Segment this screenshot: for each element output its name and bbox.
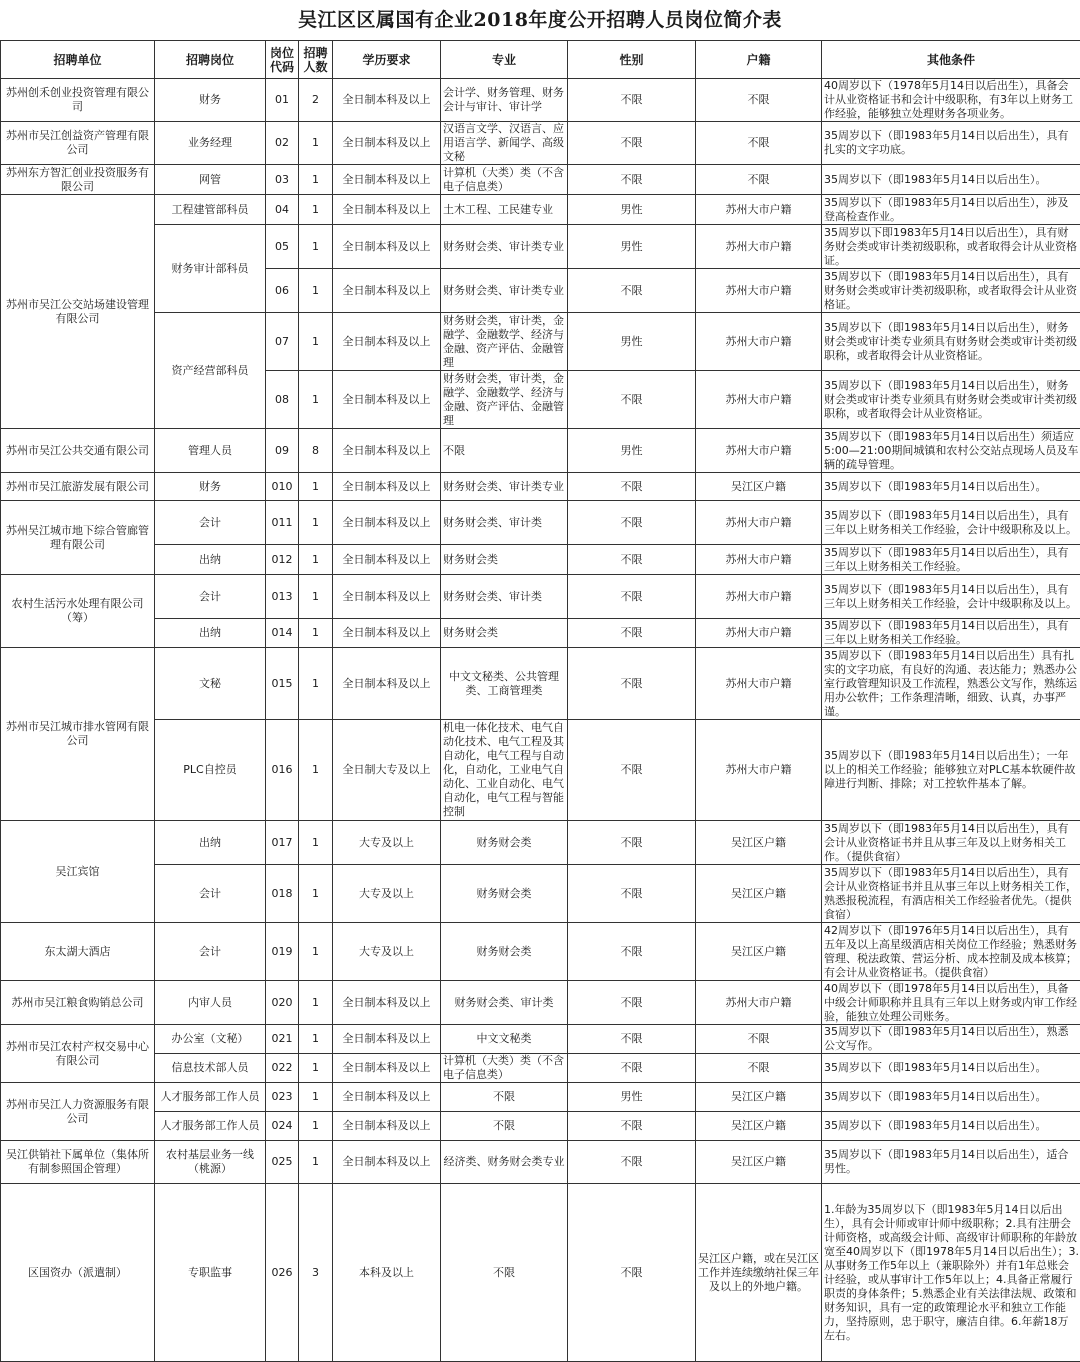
- major-cell: 财务财会类、审计类: [441, 981, 568, 1025]
- edu-cell: 大专及以上: [333, 923, 441, 981]
- other-cell: 35周岁以下（即1983年5月14日以后出生）；一年以上的相关工作经验；能够独立对PLC基本软硬件故障进行判断、排除；对工控软件基本了解。: [822, 720, 1080, 821]
- major-cell: 财务财会类、审计类专业: [441, 269, 568, 313]
- code-cell: 05: [266, 225, 299, 269]
- code-cell: 011: [266, 501, 299, 545]
- count-cell: 1: [299, 1054, 333, 1083]
- edu-cell: 全日制本科及以上: [333, 473, 441, 501]
- gender-cell: 不限: [568, 865, 696, 923]
- edu-cell: 全日制本科及以上: [333, 981, 441, 1025]
- unit-cell: 吴江供销社下属单位（集体所有制参照国企管理）: [1, 1141, 155, 1184]
- table-row: [1, 165, 1080, 195]
- major-cell: 中文文秘类: [441, 1025, 568, 1054]
- post-cell: 专职监事: [155, 1184, 266, 1362]
- gender-cell: 不限: [568, 981, 696, 1025]
- major-cell: 财务财会类、审计类: [441, 575, 568, 619]
- code-cell: 025: [266, 1141, 299, 1184]
- edu-cell: 全日制本科及以上: [333, 313, 441, 371]
- gender-cell: 不限: [568, 619, 696, 648]
- major-cell: 经济类、财务财会类专业: [441, 1141, 568, 1184]
- post-cell: 会计: [155, 923, 266, 981]
- code-cell: 021: [266, 1025, 299, 1054]
- other-cell: 35周岁以下（即1983年5月14日以后出生）。: [822, 165, 1080, 195]
- edu-cell: 全日制本科及以上: [333, 79, 441, 122]
- code-cell: 024: [266, 1112, 299, 1141]
- header-other: 其他条件: [822, 41, 1080, 79]
- edu-cell: 全日制本科及以上: [333, 269, 441, 313]
- hukou-cell: 吴江区户籍: [696, 1141, 822, 1184]
- major-cell: 财务财会类、审计类专业: [441, 473, 568, 501]
- gender-cell: 不限: [568, 79, 696, 122]
- table-row: [1, 1184, 1080, 1362]
- hukou-cell: 不限: [696, 122, 822, 165]
- post-cell: 办公室（文秘）: [155, 1025, 266, 1054]
- other-cell: 35周岁以下（即1983年5月14日以后出生），具有扎实的文字功底。: [822, 122, 1080, 165]
- other-cell: 35周岁以下（即1983年5月14日以后出生）。: [822, 473, 1080, 501]
- post-cell: 财务: [155, 473, 266, 501]
- edu-cell: 全日制大专及以上: [333, 720, 441, 821]
- edu-cell: 全日制本科及以上: [333, 575, 441, 619]
- hukou-cell: 苏州大市户籍: [696, 269, 822, 313]
- edu-cell: 大专及以上: [333, 821, 441, 865]
- post-cell: 人才服务部工作人员: [155, 1112, 266, 1141]
- count-cell: 8: [299, 429, 333, 473]
- unit-cell: 苏州市吴江城市排水管网有限公司: [1, 648, 155, 821]
- count-cell: 1: [299, 1141, 333, 1184]
- count-cell: 1: [299, 195, 333, 225]
- header-hukou: 户籍: [696, 41, 822, 79]
- count-cell: 1: [299, 821, 333, 865]
- unit-cell: 苏州市吴江公交站场建设管理有限公司: [1, 195, 155, 429]
- major-cell: 土木工程、工民建专业: [441, 195, 568, 225]
- major-cell: 财务财会类: [441, 619, 568, 648]
- edu-cell: 全日制本科及以上: [333, 545, 441, 575]
- major-cell: 财务财会类，审计类，金融学、金融数学、经济与金融、资产评估、金融管理: [441, 371, 568, 429]
- gender-cell: 不限: [568, 648, 696, 720]
- post-cell: 会计: [155, 575, 266, 619]
- other-cell: 40周岁以下（即1978年5月14日以后出生），具备中级会计师职称并且具有三年以上财务或内审工作经验，能独立处理公司账务。: [822, 981, 1080, 1025]
- hukou-cell: 吴江区户籍: [696, 865, 822, 923]
- unit-cell: 区国资办（派遣制）: [1, 1184, 155, 1362]
- header-unit: 招聘单位: [1, 41, 155, 79]
- edu-cell: 全日制本科及以上: [333, 1054, 441, 1083]
- edu-cell: 全日制本科及以上: [333, 619, 441, 648]
- hukou-cell: 苏州大市户籍: [696, 313, 822, 371]
- table-row: [1, 429, 1080, 473]
- code-cell: 015: [266, 648, 299, 720]
- table-row: [1, 619, 1080, 648]
- hukou-cell: 苏州大市户籍: [696, 981, 822, 1025]
- other-cell: 35周岁以下（即1983年5月14日以后出生），具有三年以上财务相关工作经验，会计中级职称及以上。: [822, 501, 1080, 545]
- unit-cell: 苏州市吴江农村产权交易中心有限公司: [1, 1025, 155, 1083]
- post-cell: 出纳: [155, 619, 266, 648]
- count-cell: 1: [299, 371, 333, 429]
- gender-cell: 不限: [568, 165, 696, 195]
- other-cell: 35周岁以下（即1983年5月14日以后出生），涉及登高检查作业。: [822, 195, 1080, 225]
- hukou-cell: 吴江区户籍: [696, 821, 822, 865]
- table-row: [1, 981, 1080, 1025]
- table-row: [1, 79, 1080, 122]
- hukou-cell: 苏州大市户籍: [696, 720, 822, 821]
- hukou-cell: 苏州大市户籍: [696, 225, 822, 269]
- post-cell: 管理人员: [155, 429, 266, 473]
- hukou-cell: 吴江区户籍: [696, 1083, 822, 1112]
- edu-cell: 全日制本科及以上: [333, 371, 441, 429]
- major-cell: 财务财会类: [441, 545, 568, 575]
- code-cell: 016: [266, 720, 299, 821]
- table-row: [1, 122, 1080, 165]
- major-cell: 不限: [441, 1083, 568, 1112]
- major-cell: 计算机（大类）类（不含电子信息类）: [441, 1054, 568, 1083]
- other-cell: 35周岁以下（即1983年5月14日以后出生）须适应5:00—21:00期间城镇和农村公交站点现场人员及车辆的疏导管理。: [822, 429, 1080, 473]
- table-row: [1, 821, 1080, 865]
- major-cell: 财务财会类，审计类，金融学、金融数学、经济与金融、资产评估、金融管理: [441, 313, 568, 371]
- gender-cell: 男性: [568, 313, 696, 371]
- gender-cell: 不限: [568, 1112, 696, 1141]
- hukou-cell: 不限: [696, 1025, 822, 1054]
- count-cell: 1: [299, 865, 333, 923]
- post-cell: 内审人员: [155, 981, 266, 1025]
- code-cell: 06: [266, 269, 299, 313]
- code-cell: 018: [266, 865, 299, 923]
- header-major: 专业: [441, 41, 568, 79]
- code-cell: 017: [266, 821, 299, 865]
- major-cell: 汉语言文学、汉语言、应用语言学、新闻学、高级文秘: [441, 122, 568, 165]
- header-code: 岗位代码: [266, 41, 299, 79]
- edu-cell: 全日制本科及以上: [333, 122, 441, 165]
- other-cell: 35周岁以下（即1983年5月14日以后出生）。: [822, 1112, 1080, 1141]
- table-row: [1, 1054, 1080, 1083]
- post-cell: 信息技术部人员: [155, 1054, 266, 1083]
- count-cell: 1: [299, 1025, 333, 1054]
- hukou-cell: 苏州大市户籍: [696, 195, 822, 225]
- gender-cell: 不限: [568, 473, 696, 501]
- gender-cell: 不限: [568, 1184, 696, 1362]
- post-cell: 会计: [155, 865, 266, 923]
- gender-cell: 不限: [568, 1054, 696, 1083]
- gender-cell: 不限: [568, 269, 696, 313]
- code-cell: 013: [266, 575, 299, 619]
- other-cell: 35周岁以下（即1983年5月14日以后出生）。: [822, 1054, 1080, 1083]
- count-cell: 1: [299, 648, 333, 720]
- hukou-cell: 不限: [696, 79, 822, 122]
- gender-cell: 不限: [568, 923, 696, 981]
- code-cell: 026: [266, 1184, 299, 1362]
- table-row: [1, 195, 1080, 225]
- major-cell: 中文文秘类、公共管理类、工商管理类: [441, 648, 568, 720]
- major-cell: 财务财会类、审计类专业: [441, 225, 568, 269]
- count-cell: 1: [299, 981, 333, 1025]
- code-cell: 020: [266, 981, 299, 1025]
- count-cell: 1: [299, 122, 333, 165]
- other-cell: 35周岁以下（即1983年5月14日以后出生），适合男性。: [822, 1141, 1080, 1184]
- other-cell: 35周岁以下（即1983年5月14日以后出生）。: [822, 1083, 1080, 1112]
- hukou-cell: 不限: [696, 165, 822, 195]
- count-cell: 2: [299, 79, 333, 122]
- unit-cell: 苏州市吴江创益资产管理有限公司: [1, 122, 155, 165]
- unit-cell: 苏州吴江城市地下综合管廊管理有限公司: [1, 501, 155, 575]
- code-cell: 03: [266, 165, 299, 195]
- post-cell: 工程建管部科员: [155, 195, 266, 225]
- hukou-cell: 苏州大市户籍: [696, 545, 822, 575]
- hukou-cell: 苏州大市户籍: [696, 575, 822, 619]
- other-cell: 35周岁以下（即1983年5月14日以后出生），财务财会类或审计类专业须具有财务财会类或审计类初级职称，或者取得会计从业资格证。: [822, 371, 1080, 429]
- count-cell: 1: [299, 923, 333, 981]
- code-cell: 022: [266, 1054, 299, 1083]
- unit-cell: 东太湖大酒店: [1, 923, 155, 981]
- major-cell: 计算机（大类）类（不含电子信息类）: [441, 165, 568, 195]
- post-cell: 人才服务部工作人员: [155, 1083, 266, 1112]
- code-cell: 012: [266, 545, 299, 575]
- other-cell: 35周岁以下（即1983年5月14日以后出生），具有三年以上财务相关工作经验。: [822, 545, 1080, 575]
- table-row: [1, 1083, 1080, 1112]
- major-cell: 财务财会类、审计类: [441, 501, 568, 545]
- major-cell: 机电一体化技术、电气自动化技术、电气工程及其自动化，电气工程与自动化，自动化，工业电气自动化、工业自动化、电气自动化，电气工程与智能控制: [441, 720, 568, 821]
- unit-cell: 苏州市吴江旅游发展有限公司: [1, 473, 155, 501]
- other-cell: 35周岁以下（即1983年5月14日以后出生），具有会计从业资格证书并且从事三年及以上财务相关工作。（提供食宿）: [822, 821, 1080, 865]
- table-row: [1, 575, 1080, 619]
- table-row: [1, 473, 1080, 501]
- other-cell: 40周岁以下（1978年5月14日以后出生），具备会计从业资格证书和会计中级职称，有3年以上财务工作经验，能够独立处理财务各项业务。: [822, 79, 1080, 122]
- code-cell: 08: [266, 371, 299, 429]
- code-cell: 02: [266, 122, 299, 165]
- other-cell: 35周岁以下即1983年5月14日以后出生），具有财务财会类或审计类初级职称，或者取得会计从业资格证。: [822, 225, 1080, 269]
- code-cell: 010: [266, 473, 299, 501]
- major-cell: 会计学、财务管理、财务会计与审计、审计学: [441, 79, 568, 122]
- hukou-cell: 吴江区户籍，或在吴江区工作并连续缴纳社保三年及以上的外地户籍。: [696, 1184, 822, 1362]
- code-cell: 07: [266, 313, 299, 371]
- header-post: 招聘岗位: [155, 41, 266, 79]
- hukou-cell: 苏州大市户籍: [696, 619, 822, 648]
- count-cell: 1: [299, 575, 333, 619]
- other-cell: 35周岁以下（即1983年5月14日以后出生）具有扎实的文字功底，有良好的沟通、表达能力；熟悉办公室行政管理知识及工作流程，熟悉公文写作，熟练运用办公软件；工作条理清晰，细致、认真，办事严谨。: [822, 648, 1080, 720]
- header-edu: 学历要求: [333, 41, 441, 79]
- table-row: [1, 313, 1080, 371]
- edu-cell: 全日制本科及以上: [333, 1083, 441, 1112]
- table-row: [1, 225, 1080, 269]
- code-cell: 01: [266, 79, 299, 122]
- table-row: [1, 501, 1080, 545]
- recruitment-table: [0, 40, 1080, 1362]
- gender-cell: 不限: [568, 501, 696, 545]
- code-cell: 04: [266, 195, 299, 225]
- other-cell: 35周岁以下（即1983年5月14日以后出生），具有财务财会类或审计类初级职称，或者取得会计从业资格证。: [822, 269, 1080, 313]
- count-cell: 1: [299, 165, 333, 195]
- unit-cell: 苏州市吴江粮食购销总公司: [1, 981, 155, 1025]
- hukou-cell: 苏州大市户籍: [696, 371, 822, 429]
- edu-cell: 全日制本科及以上: [333, 165, 441, 195]
- count-cell: 1: [299, 225, 333, 269]
- gender-cell: 不限: [568, 1141, 696, 1184]
- other-cell: 1.年龄为35周岁以下（即1983年5月14日以后出生），具有会计师或审计师中级职称；2.具有注册会计师资格，或高级会计师、高级审计师职称的年龄放宽至40周岁以下（即1978年5月14日以后出生）；3.从事财务工作5年以上（兼职除外）并有1年总账会计经验，或从事审计工作5年以上；4.具备正常履行职责的身体条件；5.熟悉企业有关法律法规、政策和财务知识，具有一定的政策理论水平和独立工作能力，坚持原则，忠于职守，廉洁自律。6.年薪18万左右。: [822, 1184, 1080, 1362]
- count-cell: 1: [299, 545, 333, 575]
- hukou-cell: 苏州大市户籍: [696, 501, 822, 545]
- post-cell: 农村基层业务一线（桃源）: [155, 1141, 266, 1184]
- edu-cell: 全日制本科及以上: [333, 429, 441, 473]
- post-cell: 财务审计部科员: [155, 225, 266, 313]
- table-row: [1, 648, 1080, 720]
- gender-cell: 不限: [568, 1025, 696, 1054]
- table-row: [1, 865, 1080, 923]
- edu-cell: 全日制本科及以上: [333, 1112, 441, 1141]
- count-cell: 1: [299, 473, 333, 501]
- header-gender: 性别: [568, 41, 696, 79]
- hukou-cell: 吴江区户籍: [696, 923, 822, 981]
- count-cell: 1: [299, 1112, 333, 1141]
- edu-cell: 全日制本科及以上: [333, 1141, 441, 1184]
- count-cell: 1: [299, 269, 333, 313]
- other-cell: 35周岁以下（即1983年5月14日以后出生），具有三年以上财务相关工作经验，会计中级职称及以上。: [822, 575, 1080, 619]
- unit-cell: 苏州市吴江人力资源服务有限公司: [1, 1083, 155, 1141]
- major-cell: 财务财会类: [441, 865, 568, 923]
- header-count: 招聘人数: [299, 41, 333, 79]
- other-cell: 42周岁以下（即1976年5月14日以后出生），具有五年及以上高星级酒店相关岗位工作经验；熟悉财务管理、税法政策、营运分析、成本控制及成本核算；有会计从业资格证书。（提供食宿）: [822, 923, 1080, 981]
- hukou-cell: 吴江区户籍: [696, 1112, 822, 1141]
- gender-cell: 男性: [568, 1083, 696, 1112]
- table-row: [1, 923, 1080, 981]
- post-cell: 文秘: [155, 648, 266, 720]
- post-cell: 出纳: [155, 545, 266, 575]
- post-cell: 会计: [155, 501, 266, 545]
- unit-cell: 苏州东方智汇创业投资服务有限公司: [1, 165, 155, 195]
- edu-cell: 全日制本科及以上: [333, 501, 441, 545]
- code-cell: 014: [266, 619, 299, 648]
- edu-cell: 全日制本科及以上: [333, 648, 441, 720]
- edu-cell: 全日制本科及以上: [333, 195, 441, 225]
- count-cell: 3: [299, 1184, 333, 1362]
- post-cell: 网管: [155, 165, 266, 195]
- table-row: [1, 1025, 1080, 1054]
- post-cell: 财务: [155, 79, 266, 122]
- code-cell: 023: [266, 1083, 299, 1112]
- count-cell: 1: [299, 619, 333, 648]
- gender-cell: 男性: [568, 225, 696, 269]
- major-cell: 不限: [441, 1184, 568, 1362]
- code-cell: 09: [266, 429, 299, 473]
- major-cell: 不限: [441, 429, 568, 473]
- gender-cell: 男性: [568, 195, 696, 225]
- other-cell: 35周岁以下（即1983年5月14日以后出生），具有三年以上财务相关工作经验。: [822, 619, 1080, 648]
- table-row: [1, 720, 1080, 821]
- gender-cell: 不限: [568, 720, 696, 821]
- major-cell: 财务财会类: [441, 923, 568, 981]
- unit-cell: 苏州市吴江公共交通有限公司: [1, 429, 155, 473]
- count-cell: 1: [299, 720, 333, 821]
- other-cell: 35周岁以下（即1983年5月14日以后出生），财务财会类或审计类专业须具有财务财会类或审计类初级职称，或者取得会计从业资格证。: [822, 313, 1080, 371]
- count-cell: 1: [299, 1083, 333, 1112]
- unit-cell: 农村生活污水处理有限公司（筹）: [1, 575, 155, 648]
- post-cell: PLC自控员: [155, 720, 266, 821]
- gender-cell: 男性: [568, 429, 696, 473]
- count-cell: 1: [299, 313, 333, 371]
- table-row: [1, 1141, 1080, 1184]
- table-row: [1, 1112, 1080, 1141]
- edu-cell: 全日制本科及以上: [333, 1025, 441, 1054]
- edu-cell: 全日制本科及以上: [333, 225, 441, 269]
- table-row: [1, 545, 1080, 575]
- code-cell: 019: [266, 923, 299, 981]
- count-cell: 1: [299, 501, 333, 545]
- hukou-cell: 苏州大市户籍: [696, 429, 822, 473]
- edu-cell: 大专及以上: [333, 865, 441, 923]
- gender-cell: 不限: [568, 371, 696, 429]
- gender-cell: 不限: [568, 821, 696, 865]
- post-cell: 出纳: [155, 821, 266, 865]
- gender-cell: 不限: [568, 545, 696, 575]
- gender-cell: 不限: [568, 575, 696, 619]
- page-title: 吴江区区属国有企业2018年度公开招聘人员岗位简介表: [0, 0, 1080, 40]
- gender-cell: 不限: [568, 122, 696, 165]
- hukou-cell: 苏州大市户籍: [696, 648, 822, 720]
- unit-cell: 吴江宾馆: [1, 821, 155, 923]
- hukou-cell: 吴江区户籍: [696, 473, 822, 501]
- edu-cell: 本科及以上: [333, 1184, 441, 1362]
- other-cell: 35周岁以下（即1983年5月14日以后出生），熟悉公文写作。: [822, 1025, 1080, 1054]
- post-cell: 资产经营部科员: [155, 313, 266, 429]
- major-cell: 不限: [441, 1112, 568, 1141]
- other-cell: 35周岁以下（即1983年5月14日以后出生），具有会计从业资格证书并且从事三年以上财务相关工作，熟悉报税流程，有酒店相关工作经验者优先。（提供食宿）: [822, 865, 1080, 923]
- major-cell: 财务财会类: [441, 821, 568, 865]
- post-cell: 业务经理: [155, 122, 266, 165]
- unit-cell: 苏州创禾创业投资管理有限公司: [1, 79, 155, 122]
- hukou-cell: 不限: [696, 1054, 822, 1083]
